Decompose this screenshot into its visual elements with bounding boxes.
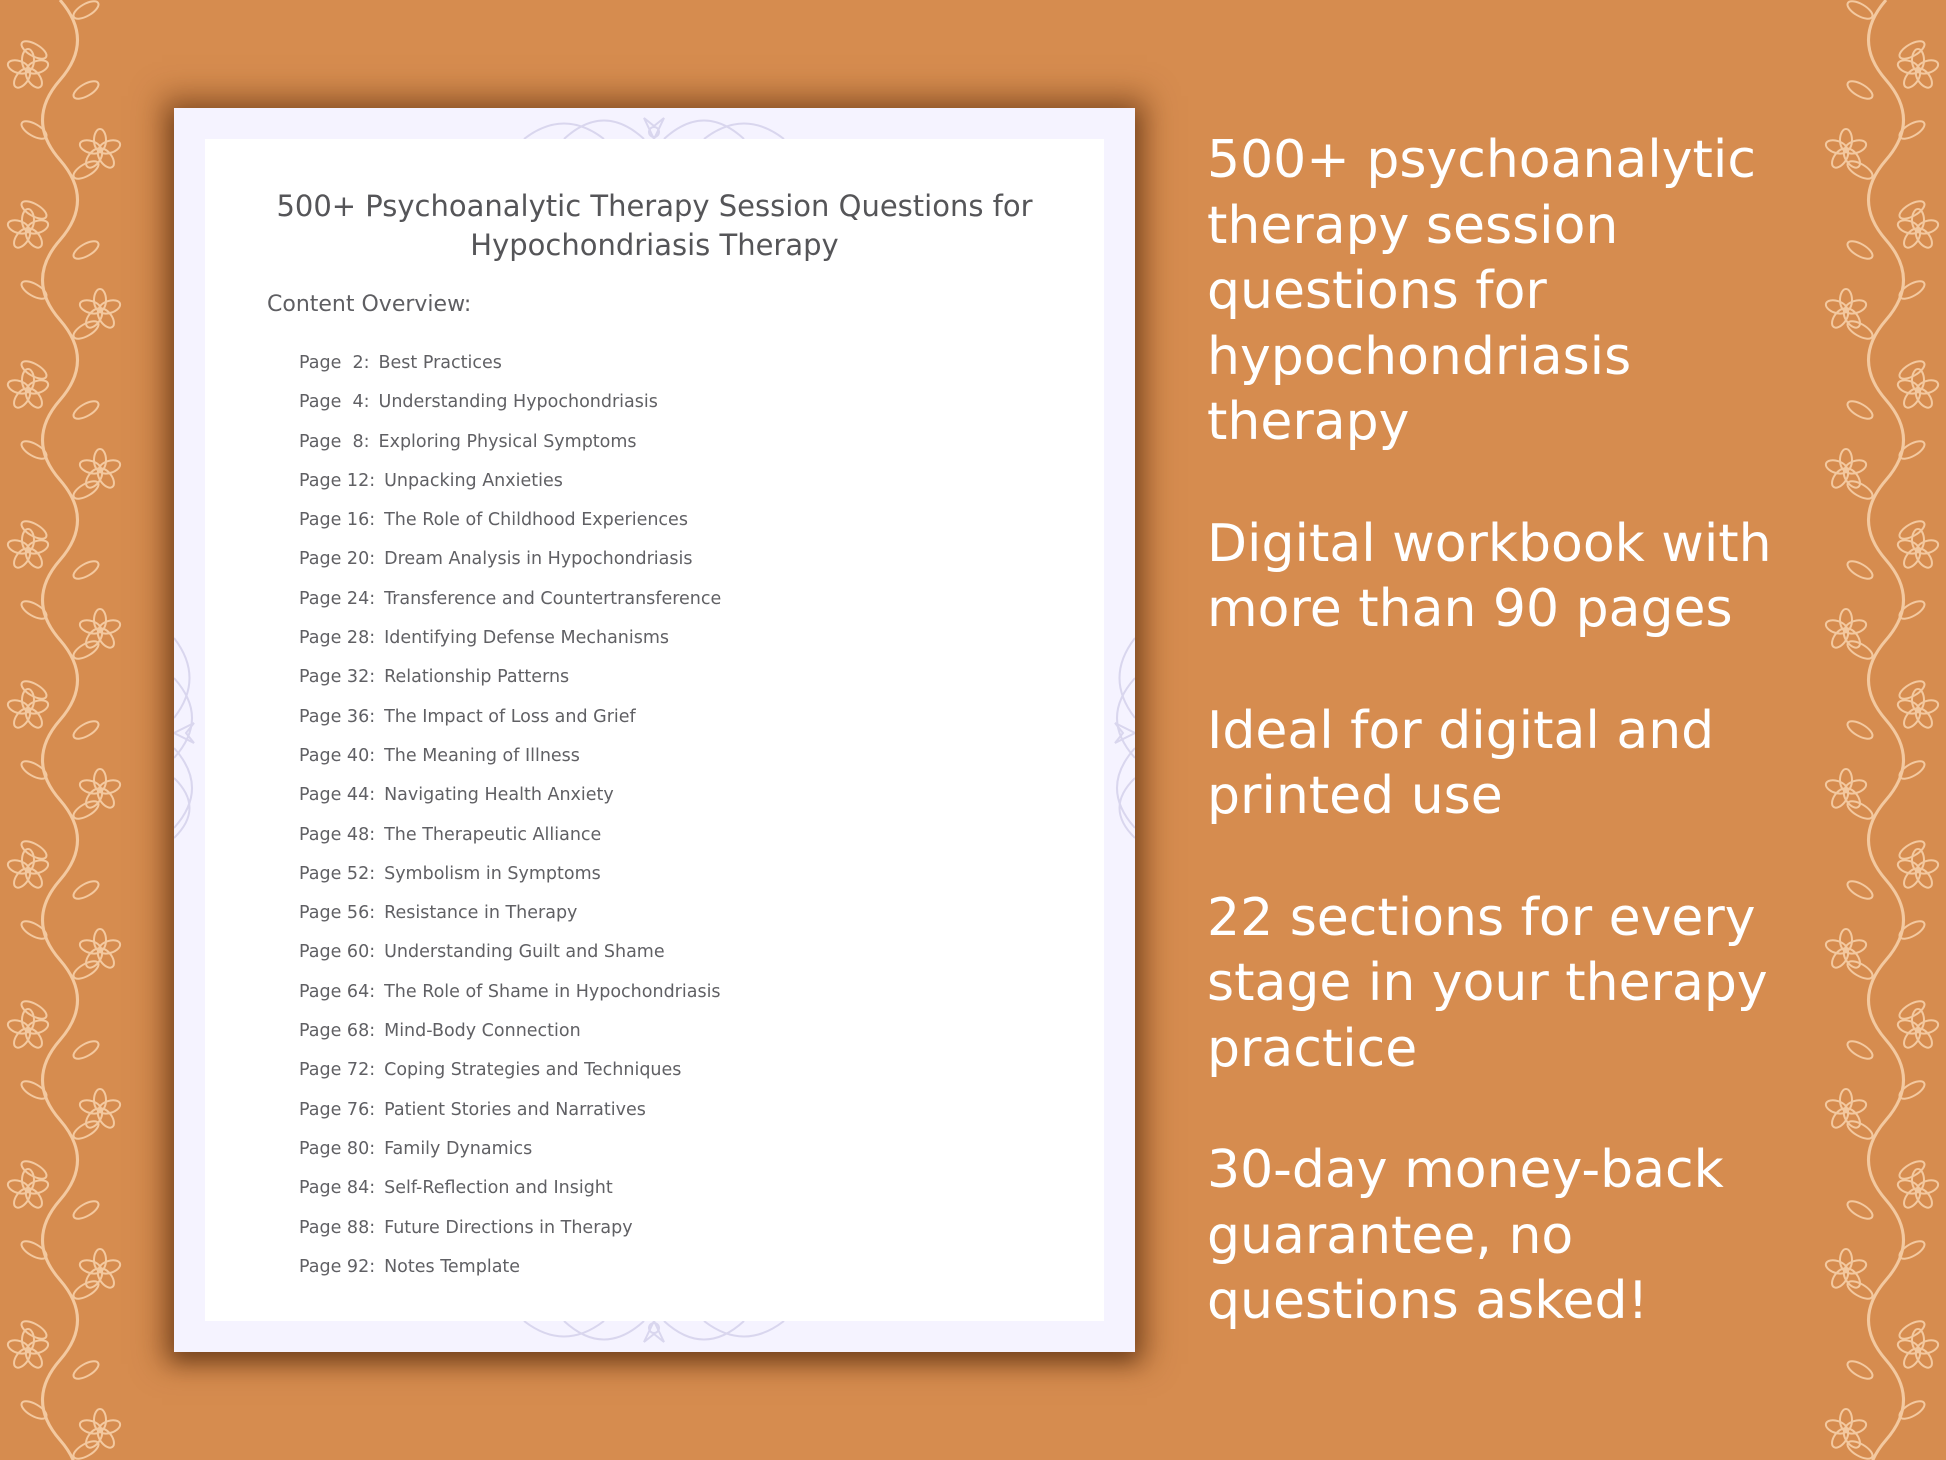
toc-page-number: Page 44: <box>299 785 376 806</box>
toc-section-title: Unpacking Anxieties <box>384 470 563 491</box>
content-overview-label: Content Overview: <box>267 292 472 317</box>
toc-item <box>299 1248 721 1287</box>
toc-item <box>299 619 721 658</box>
toc-page-number: Page 88: <box>299 1217 376 1238</box>
feature-line: 30-day money-back <box>1207 1140 1724 1200</box>
feature-line: hypochondriasis <box>1207 326 1632 387</box>
toc-item <box>299 580 721 619</box>
toc-page-number: Page 52: <box>299 863 376 884</box>
feature-line: practice <box>1207 1018 1418 1079</box>
mandala-decoration-left <box>174 618 205 848</box>
toc-item <box>299 462 721 501</box>
toc-section-title: Relationship Patterns <box>384 667 570 688</box>
toc-page-number: Page 48: <box>299 824 376 845</box>
toc-item <box>299 540 721 579</box>
toc-item <box>299 344 721 383</box>
toc-item <box>299 1209 721 1248</box>
toc-page-number: Page 20: <box>299 549 376 570</box>
toc-item <box>299 1051 721 1090</box>
feature-text-4 <box>1207 886 1907 1083</box>
feature-line: guarantee, no <box>1207 1205 1574 1266</box>
toc-page-number: Page 56: <box>299 903 376 924</box>
toc-page-number: Page 40: <box>299 745 376 766</box>
mandala-decoration-bottom <box>504 1321 804 1352</box>
toc-section-title: Future Directions in Therapy <box>384 1217 633 1238</box>
feature-text-5 <box>1207 1138 1907 1335</box>
toc-item <box>299 501 721 540</box>
toc-item <box>299 1091 721 1130</box>
feature-text-2 <box>1207 512 1907 643</box>
feature-line: questions asked! <box>1207 1271 1649 1331</box>
toc-section-title: The Therapeutic Alliance <box>384 824 602 845</box>
toc-item <box>299 973 721 1012</box>
toc-section-title: Resistance in Therapy <box>384 903 578 924</box>
toc-page-number: Page 4: <box>299 392 370 413</box>
toc-section-title: Identifying Defense Mechanisms <box>384 628 670 649</box>
toc-section-title: Patient Stories and Narratives <box>384 1099 646 1120</box>
toc-section-title: Exploring Physical Symptoms <box>378 431 637 452</box>
toc-section-title: Best Practices <box>378 353 502 373</box>
toc-section-title: Symbolism in Symptoms <box>384 863 601 884</box>
toc-section-title: Notes Template <box>384 1256 521 1277</box>
toc-page-number: Page 60: <box>299 942 376 963</box>
feature-text-3 <box>1207 699 1907 830</box>
toc-page-number: Page 68: <box>299 1021 376 1042</box>
workbook-page-preview <box>174 108 1135 1352</box>
page-content-area <box>205 139 1104 1321</box>
toc-item <box>299 1012 721 1051</box>
toc-section-title: Dream Analysis in Hypochondriasis <box>384 549 693 570</box>
toc-section-title: The Role of Shame in Hypochondriasis <box>384 981 721 1002</box>
feature-line: stage in your therapy <box>1207 953 1768 1013</box>
feature-list <box>1207 128 1907 1391</box>
feature-line: questions for <box>1207 261 1547 321</box>
table-of-contents <box>299 344 721 1287</box>
toc-section-title: Self-Reflection and Insight <box>384 1178 613 1199</box>
toc-page-number: Page 28: <box>299 628 376 649</box>
toc-item <box>299 855 721 894</box>
toc-page-number: Page 64: <box>299 981 376 1002</box>
toc-section-title: Transference and Countertransference <box>384 588 722 609</box>
feature-line: therapy session <box>1207 195 1619 256</box>
toc-item <box>299 894 721 933</box>
toc-section-title: The Meaning of Illness <box>384 745 580 766</box>
feature-line: Digital workbook with <box>1207 513 1772 574</box>
toc-item <box>299 1169 721 1208</box>
feature-line: Ideal for digital and <box>1207 700 1715 761</box>
toc-item <box>299 383 721 422</box>
feature-line: 500+ psychoanalytic <box>1207 130 1756 190</box>
toc-page-number: Page 76: <box>299 1099 376 1120</box>
toc-item <box>299 423 721 462</box>
document-title-line-1: 500+ Psychoanalytic Therapy Session Questions for <box>276 189 1033 223</box>
document-title <box>245 187 1064 265</box>
toc-item <box>299 816 721 855</box>
toc-section-title: Family Dynamics <box>384 1138 533 1159</box>
toc-page-number: Page 80: <box>299 1138 376 1159</box>
toc-item <box>299 698 721 737</box>
toc-item <box>299 776 721 815</box>
toc-item <box>299 658 721 697</box>
toc-page-number: Page 12: <box>299 470 376 491</box>
feature-line: more than 90 pages <box>1207 579 1733 639</box>
toc-item <box>299 737 721 776</box>
toc-page-number: Page 2: <box>299 353 370 373</box>
toc-page-number: Page 72: <box>299 1060 376 1081</box>
floral-vine-left-decoration <box>0 0 135 1460</box>
toc-section-title: The Impact of Loss and Grief <box>384 706 636 727</box>
toc-page-number: Page 32: <box>299 667 376 688</box>
toc-page-number: Page 36: <box>299 706 376 727</box>
toc-section-title: Understanding Hypochondriasis <box>378 392 658 413</box>
toc-page-number: Page 92: <box>299 1256 376 1277</box>
mandala-decoration-top <box>504 108 804 139</box>
document-title-line-2: Hypochondriasis Therapy <box>470 228 839 262</box>
toc-section-title: Navigating Health Anxiety <box>384 785 614 806</box>
feature-line: printed use <box>1207 766 1503 826</box>
toc-section-title: Understanding Guilt and Shame <box>384 942 665 963</box>
toc-item <box>299 1130 721 1169</box>
toc-page-number: Page 8: <box>299 431 370 452</box>
feature-line: 22 sections for every <box>1207 887 1756 948</box>
feature-text-1 <box>1207 128 1907 456</box>
toc-item <box>299 933 721 972</box>
feature-line: therapy <box>1207 392 1410 452</box>
toc-section-title: Coping Strategies and Techniques <box>384 1060 682 1081</box>
mandala-decoration-right <box>1104 618 1135 848</box>
toc-page-number: Page 84: <box>299 1178 376 1199</box>
toc-section-title: Mind-Body Connection <box>384 1021 581 1042</box>
toc-page-number: Page 24: <box>299 588 376 609</box>
toc-section-title: The Role of Childhood Experiences <box>384 510 688 531</box>
toc-page-number: Page 16: <box>299 510 376 531</box>
